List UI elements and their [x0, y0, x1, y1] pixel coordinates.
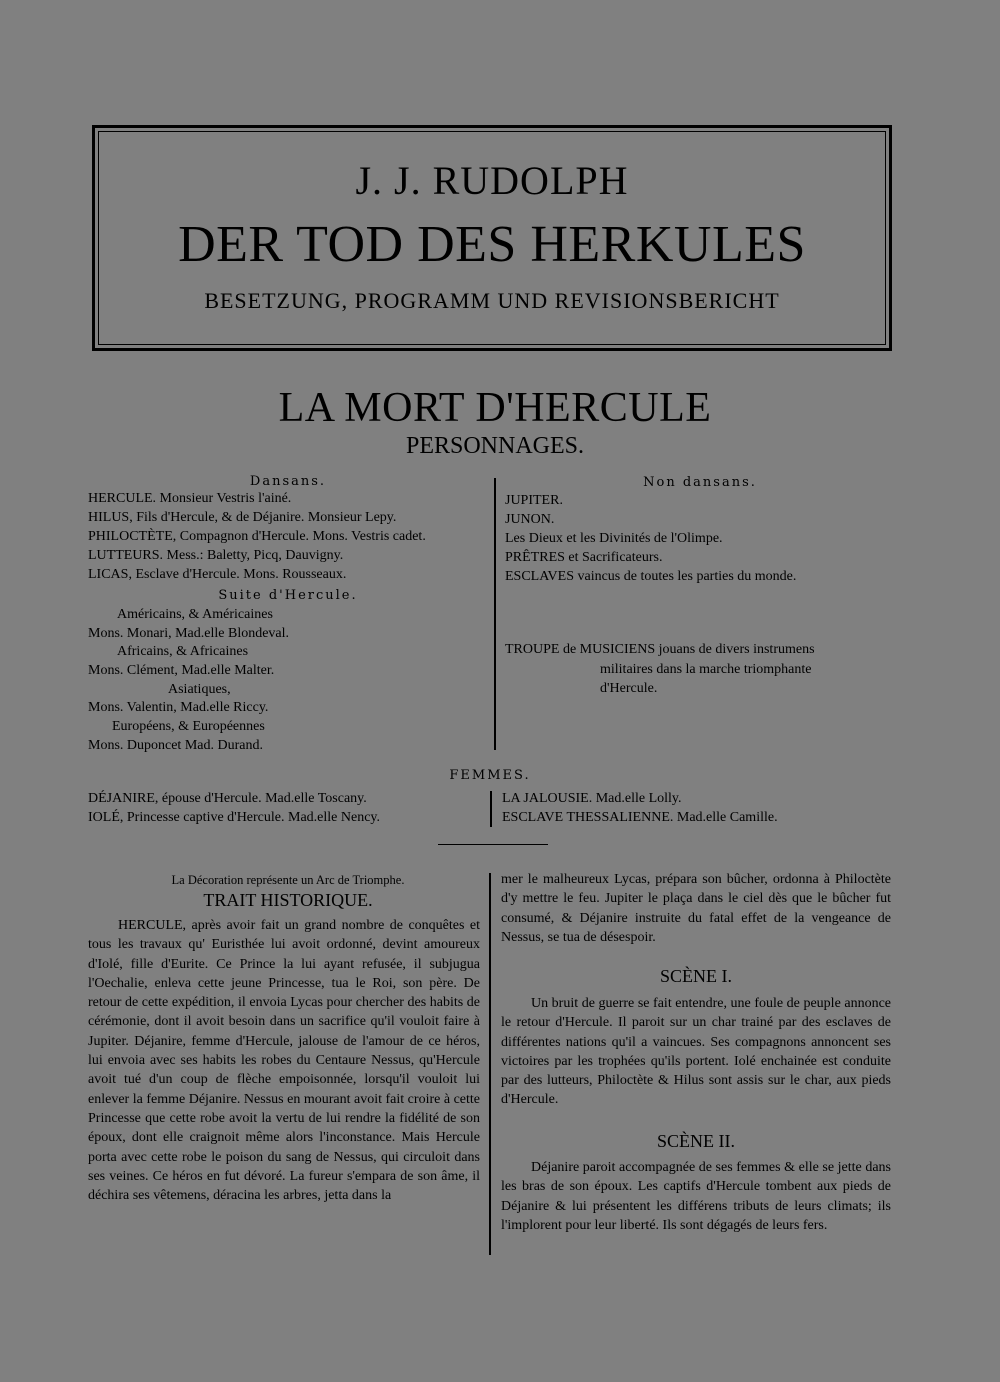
suite-cast: Mons. Monari, Mad.elle Blondeval. [88, 626, 290, 641]
suite-group: Européens, & Européennes [112, 719, 265, 734]
author-name: J. J. RUDOLPH [355, 158, 629, 203]
cast-line: PHILOCTÈTE, Compagnon d'Hercule. Mons. Vestris cadet. [88, 529, 426, 544]
femmes-left [88, 789, 380, 827]
suite-group: Africains, & Africaines [117, 644, 249, 659]
personnages-heading: PERSONNAGES. [405, 433, 585, 459]
column-divider [494, 478, 496, 750]
suite-group: Asiatiques, [168, 682, 231, 697]
scene-2-text: Déjanire paroit accompagnée de ses femmes & elle se jette dans les bras de son époux. Les captifs d'Hercule tombent aux pieds de Déjanire & lui présentent les différens tributs de leurs climats; ils l'implorent pour leur liberté. Ils sont dégagés de leurs fers. [501, 1160, 891, 1233]
suite-group: Américains, & Américaines [117, 607, 273, 622]
scene-1-heading: SCÈNE I. [660, 966, 732, 986]
dansans-heading: Dansans. [249, 474, 327, 489]
trait-heading: TRAIT HISTORIQUE. [203, 890, 373, 910]
trait-continued: mer le malheureux Lycas, prépara son bûcher, ordonna à Philoctète d'y mettre le feu. Jupiter le plaça dans le ciel dès que le bûcher fut consumé, & Déjanire instruite du fatal effet de la vengeance de Nessus, se tua de désespoir. [501, 872, 891, 945]
suite-cast: Mons. Clément, Mad.elle Malter. [88, 663, 275, 678]
cast-line: PRÊTRES et Sacrificateurs. [505, 550, 663, 565]
scene-2-heading: SCÈNE II. [657, 1131, 735, 1151]
dansans-list [88, 489, 426, 584]
suite-cast: Mons. Duponcet Mad. Durand. [88, 738, 263, 753]
ballet-title: LA MORT D'HERCULE [278, 385, 712, 431]
work-german-title: DER TOD DES HERKULES [178, 216, 806, 273]
cast-line: Les Dieux et les Divinités de l'Olimpe. [505, 531, 723, 546]
cast-line: HILUS, Fils d'Hercule, & de Déjanire. Monsieur Lepy. [88, 510, 397, 525]
cast-line: LICAS, Esclave d'Hercule. Mons. Rousseaux. [88, 567, 347, 582]
cast-line: JUNON. [505, 512, 555, 527]
troupe-line: d'Hercule. [600, 681, 658, 696]
cast-line: DÉJANIRE, épouse d'Hercule. Mad.elle Toscany. [88, 791, 367, 806]
femmes-heading: FEMMES. [449, 768, 531, 783]
suite-heading: Suite d'Hercule. [218, 588, 358, 603]
non-dansans-list [505, 491, 796, 586]
cast-line: LA JALOUSIE. Mad.elle Lolly. [502, 791, 682, 806]
non-dansans-heading: Non dansans. [643, 475, 757, 490]
cast-line: IOLÉ, Princesse captive d'Hercule. Mad.elle Nency. [88, 810, 380, 825]
trait-text: HERCULE, après avoir fait un grand nombre de conquêtes et tous les travaux qu' Euristhée lui avoit ordonné, devint amoureux d'Iolé, fille d'Eurite. Ce Prince la lui ayant refusée, il subjugua l'Oechalie, enleva cette jeune Princesse, tua le Roi, son père. De retour de cette expédition, il envoia Lycas pour chercher des habits de cérémonie, dont il avoit besoin dans un sacrifice qu'il vouloit faire à Jupiter. Déjanire, femme d'Hercule, jalouse de l'amour de ce héros, lui envoia avec ses habits les robes du Centaure Nessus, qu'Hercule avoit tué d'un coup de flèche empoisonnée, lorsqu'il vouloit lui enlever la femme Déjanire. Nessus en mourant avoit fait croire à cette Princesse que cette robe avoit la vertu de lui rendre la fidélité de son époux, dont elle craignoit même alors l'inconstance. Mais Hercule porta avec cette robe le poison du sang de Nessus, qui circuloit dans ses veines. Ce héros en fut dévoré. La fureur s'empara de son âme, il déchira ses vêtemens, déracina les arbres, jetta dans la [88, 918, 480, 1204]
cast-line: ESCLAVES vaincus de toutes les parties du monde. [505, 569, 797, 584]
cast-line: HERCULE. Monsieur Vestris l'ainé. [88, 491, 292, 506]
cast-line: ESCLAVE THESSALIENNE. Mad.elle Camille. [502, 810, 778, 825]
troupe-line: TROUPE de MUSICIENS jouans de divers instrumens [505, 642, 815, 657]
section-rule [438, 844, 548, 845]
cast-line: JUPITER. [505, 493, 563, 508]
femmes-divider [490, 791, 492, 827]
header-subtitle: BESETZUNG, PROGRAMM UND REVISIONSBERICHT [204, 288, 780, 313]
femmes-right [502, 789, 778, 827]
troupe-line: militaires dans la marche triomphante [600, 662, 812, 677]
prose-divider [489, 873, 491, 1255]
decoration-note: La Décoration représente un Arc de Triomphe. [171, 873, 405, 887]
scene-1-text: Un bruit de guerre se fait entendre, une foule de peuple annonce le retour d'Hercule. Il paroit sur un char trainé par des esclaves de différentes nations qu'il a vaincues. Ses compagnons annoncent ses victoires par les trophées qu'ils portent. Iolé enchainée est conduite par des lutteurs, Philoctète & Hilus sont assis sur le char, aux pieds d'Hercule. [501, 996, 891, 1108]
suite-cast: Mons. Valentin, Mad.elle Riccy. [88, 700, 269, 715]
cast-line: LUTTEURS. Mess.: Baletty, Picq, Dauvigny. [88, 548, 344, 563]
